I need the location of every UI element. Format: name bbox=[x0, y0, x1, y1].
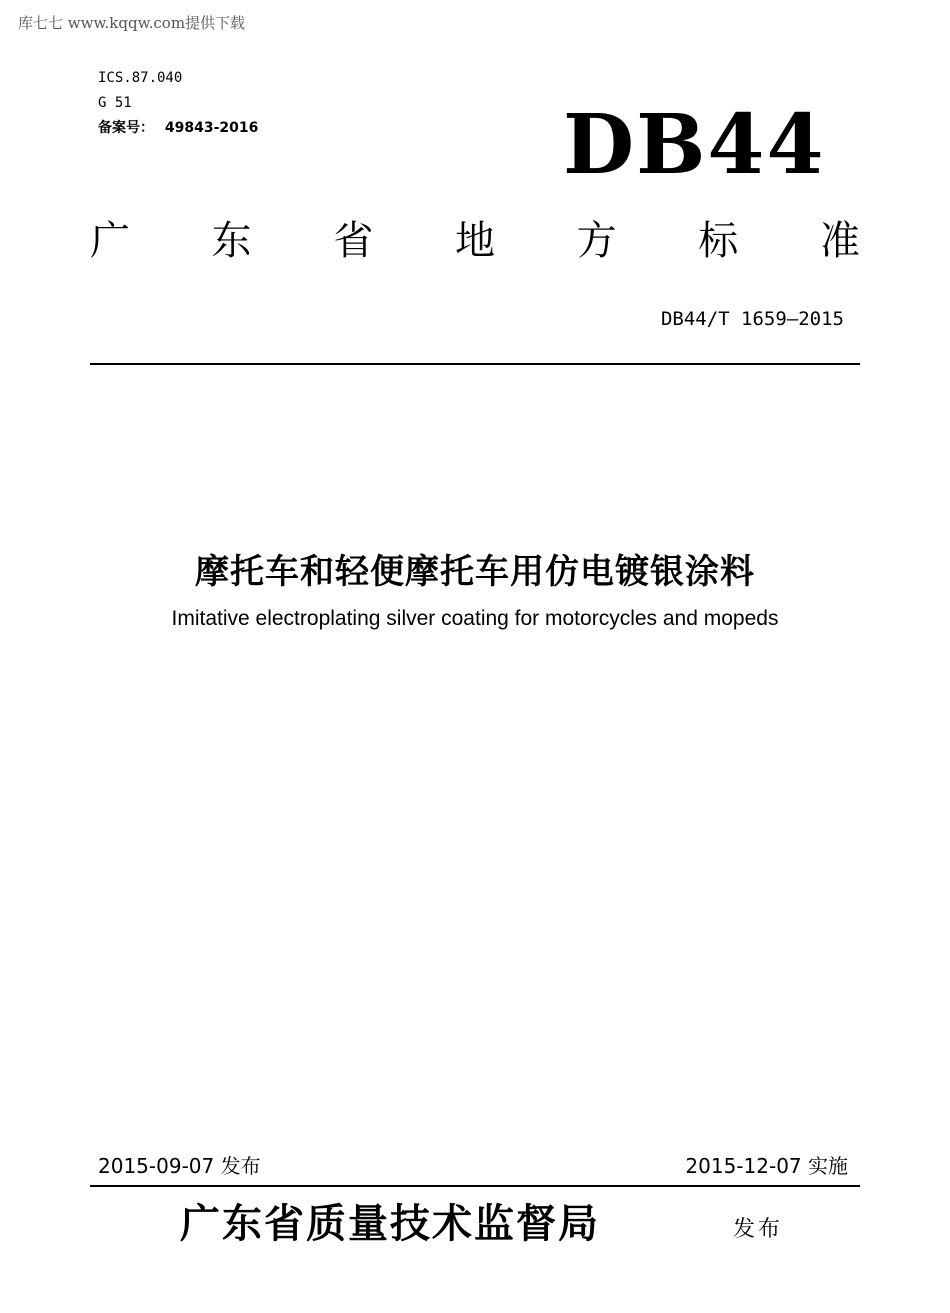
standard-type-char: 省 bbox=[333, 218, 374, 264]
ics-code: ICS.87.040 bbox=[98, 70, 183, 86]
standard-type-char: 广 bbox=[90, 218, 130, 264]
standard-type-char: 东 bbox=[211, 218, 252, 264]
record-number-line bbox=[98, 119, 258, 137]
issue-date: 2015-09-07 发布 bbox=[98, 1154, 261, 1178]
standard-type-char: 标 bbox=[698, 218, 739, 264]
document-title-cn: 摩托车和轻便摩托车用仿电镀银涂料 bbox=[195, 552, 755, 592]
record-label: 备案号： bbox=[98, 120, 154, 136]
standard-type-title bbox=[90, 214, 860, 268]
document-title-en: Imitative electroplating silver coating for motorcycles and mopeds bbox=[171, 607, 779, 630]
issuing-authority: 广东省质量技术监督局 bbox=[180, 1200, 600, 1247]
standard-type-char: 地 bbox=[454, 218, 495, 264]
db44-logo: DB44 bbox=[563, 97, 826, 193]
category-code: G 51 bbox=[98, 95, 132, 111]
standard-type-char: 准 bbox=[819, 218, 860, 264]
record-number: 49843-2016 bbox=[164, 120, 259, 136]
top-divider bbox=[90, 363, 860, 365]
standard-type-char: 方 bbox=[576, 218, 617, 264]
bottom-divider bbox=[90, 1185, 860, 1187]
watermark-text: 库七七 www.kqqw.com提供下载 bbox=[18, 14, 246, 32]
implementation-date: 2015-12-07 实施 bbox=[685, 1154, 848, 1178]
standard-code: DB44/T 1659—2015 bbox=[660, 308, 844, 330]
publish-label: 发布 bbox=[733, 1217, 784, 1242]
